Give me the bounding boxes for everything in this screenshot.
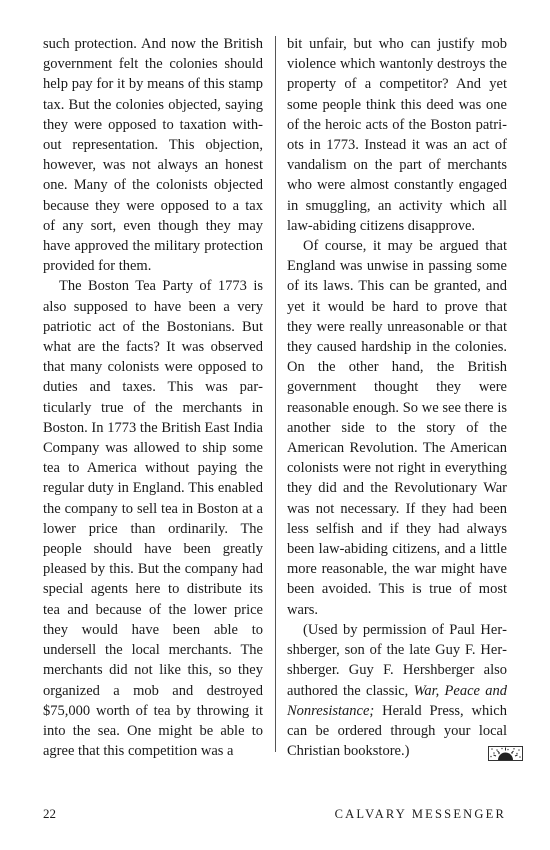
paragraph-other-side: Of course, it may be argued that England was unwise in passing some of its laws. This can be granted, and yet it would be hard to prove that they were really unreasonable or that they caused hardship in the colonies. On the other hand, the British government thought they were reasonable enough. So we see there is another side to the story of the American Revolution. The American colonists were not right in everything they did and the Revolutionary War was not necessary. If they had been less selfish and if they had always been law-abiding citizens, and a little more reasonable, the war might have been avoided. This is true of most wars. bbox=[287, 238, 507, 618]
paragraph-boston-tea-party: The Boston Tea Party of 1773 is also supposed to have been a very patriotic act of the Bostonians. But what are the facts? It was observed that many colonists were opposed to duties and taxes. This was particularly true of the merchants in Boston. In 1773 the British East India Company was allowed to ship some tea to America without paying the regular duty in England. This enabled the company to sell tea in Boston at a lower price than ordinarily. The people should have been greatly pleased by this. But the company had special agents here to distribute its tea and because of the lower price they would have been able to undersell the local merchants. The merchants did not like this, so they organized a mob and destroyed $75,000 worth of tea by throwing it into the sea. One might be able to agree that this competition was a bbox=[43, 278, 263, 760]
sunrise-end-mark-icon bbox=[472, 746, 507, 761]
permission-note-text: (Used by permission of Paul Hershberger, son of the late Guy F. Hershberger. Guy F. Hershberger also authored the classic, bbox=[287, 621, 507, 699]
permission-note bbox=[287, 620, 507, 761]
column-divider bbox=[275, 36, 276, 752]
right-column bbox=[287, 34, 507, 761]
book-title: War, Peace and Nonresistance; bbox=[287, 682, 507, 719]
paragraph-mob-violence: bit unfair, but who can justify mob violence which wantonly destroys the property of a competitor? And yet some people think this deed was one of the heroic acts of the Boston patriots in 1773. Instead it was an act of vandalism on the part of merchants who were almost constantly engaged in smuggling, an activity which all law-abiding citizens disapprove. bbox=[287, 36, 507, 234]
left-column bbox=[43, 34, 263, 761]
paragraph-stamp-tax: such protection. And now the British government felt the colonies should help pay for it by means of this stamp tax. But the colonies objected, saying they were opposed to taxation without representation. This objection, however, was not always an honest one. Many of the colonists objected because they were opposed to a tax of any sort, even though they may have approved the military protection provided for them. bbox=[43, 36, 263, 275]
page-number: 22 bbox=[43, 806, 56, 821]
permission-note-tail: Herald Press, which can be ordered through your local Christian bookstore.) bbox=[287, 702, 507, 760]
running-head: CALVARY MESSENGER bbox=[334, 807, 506, 821]
